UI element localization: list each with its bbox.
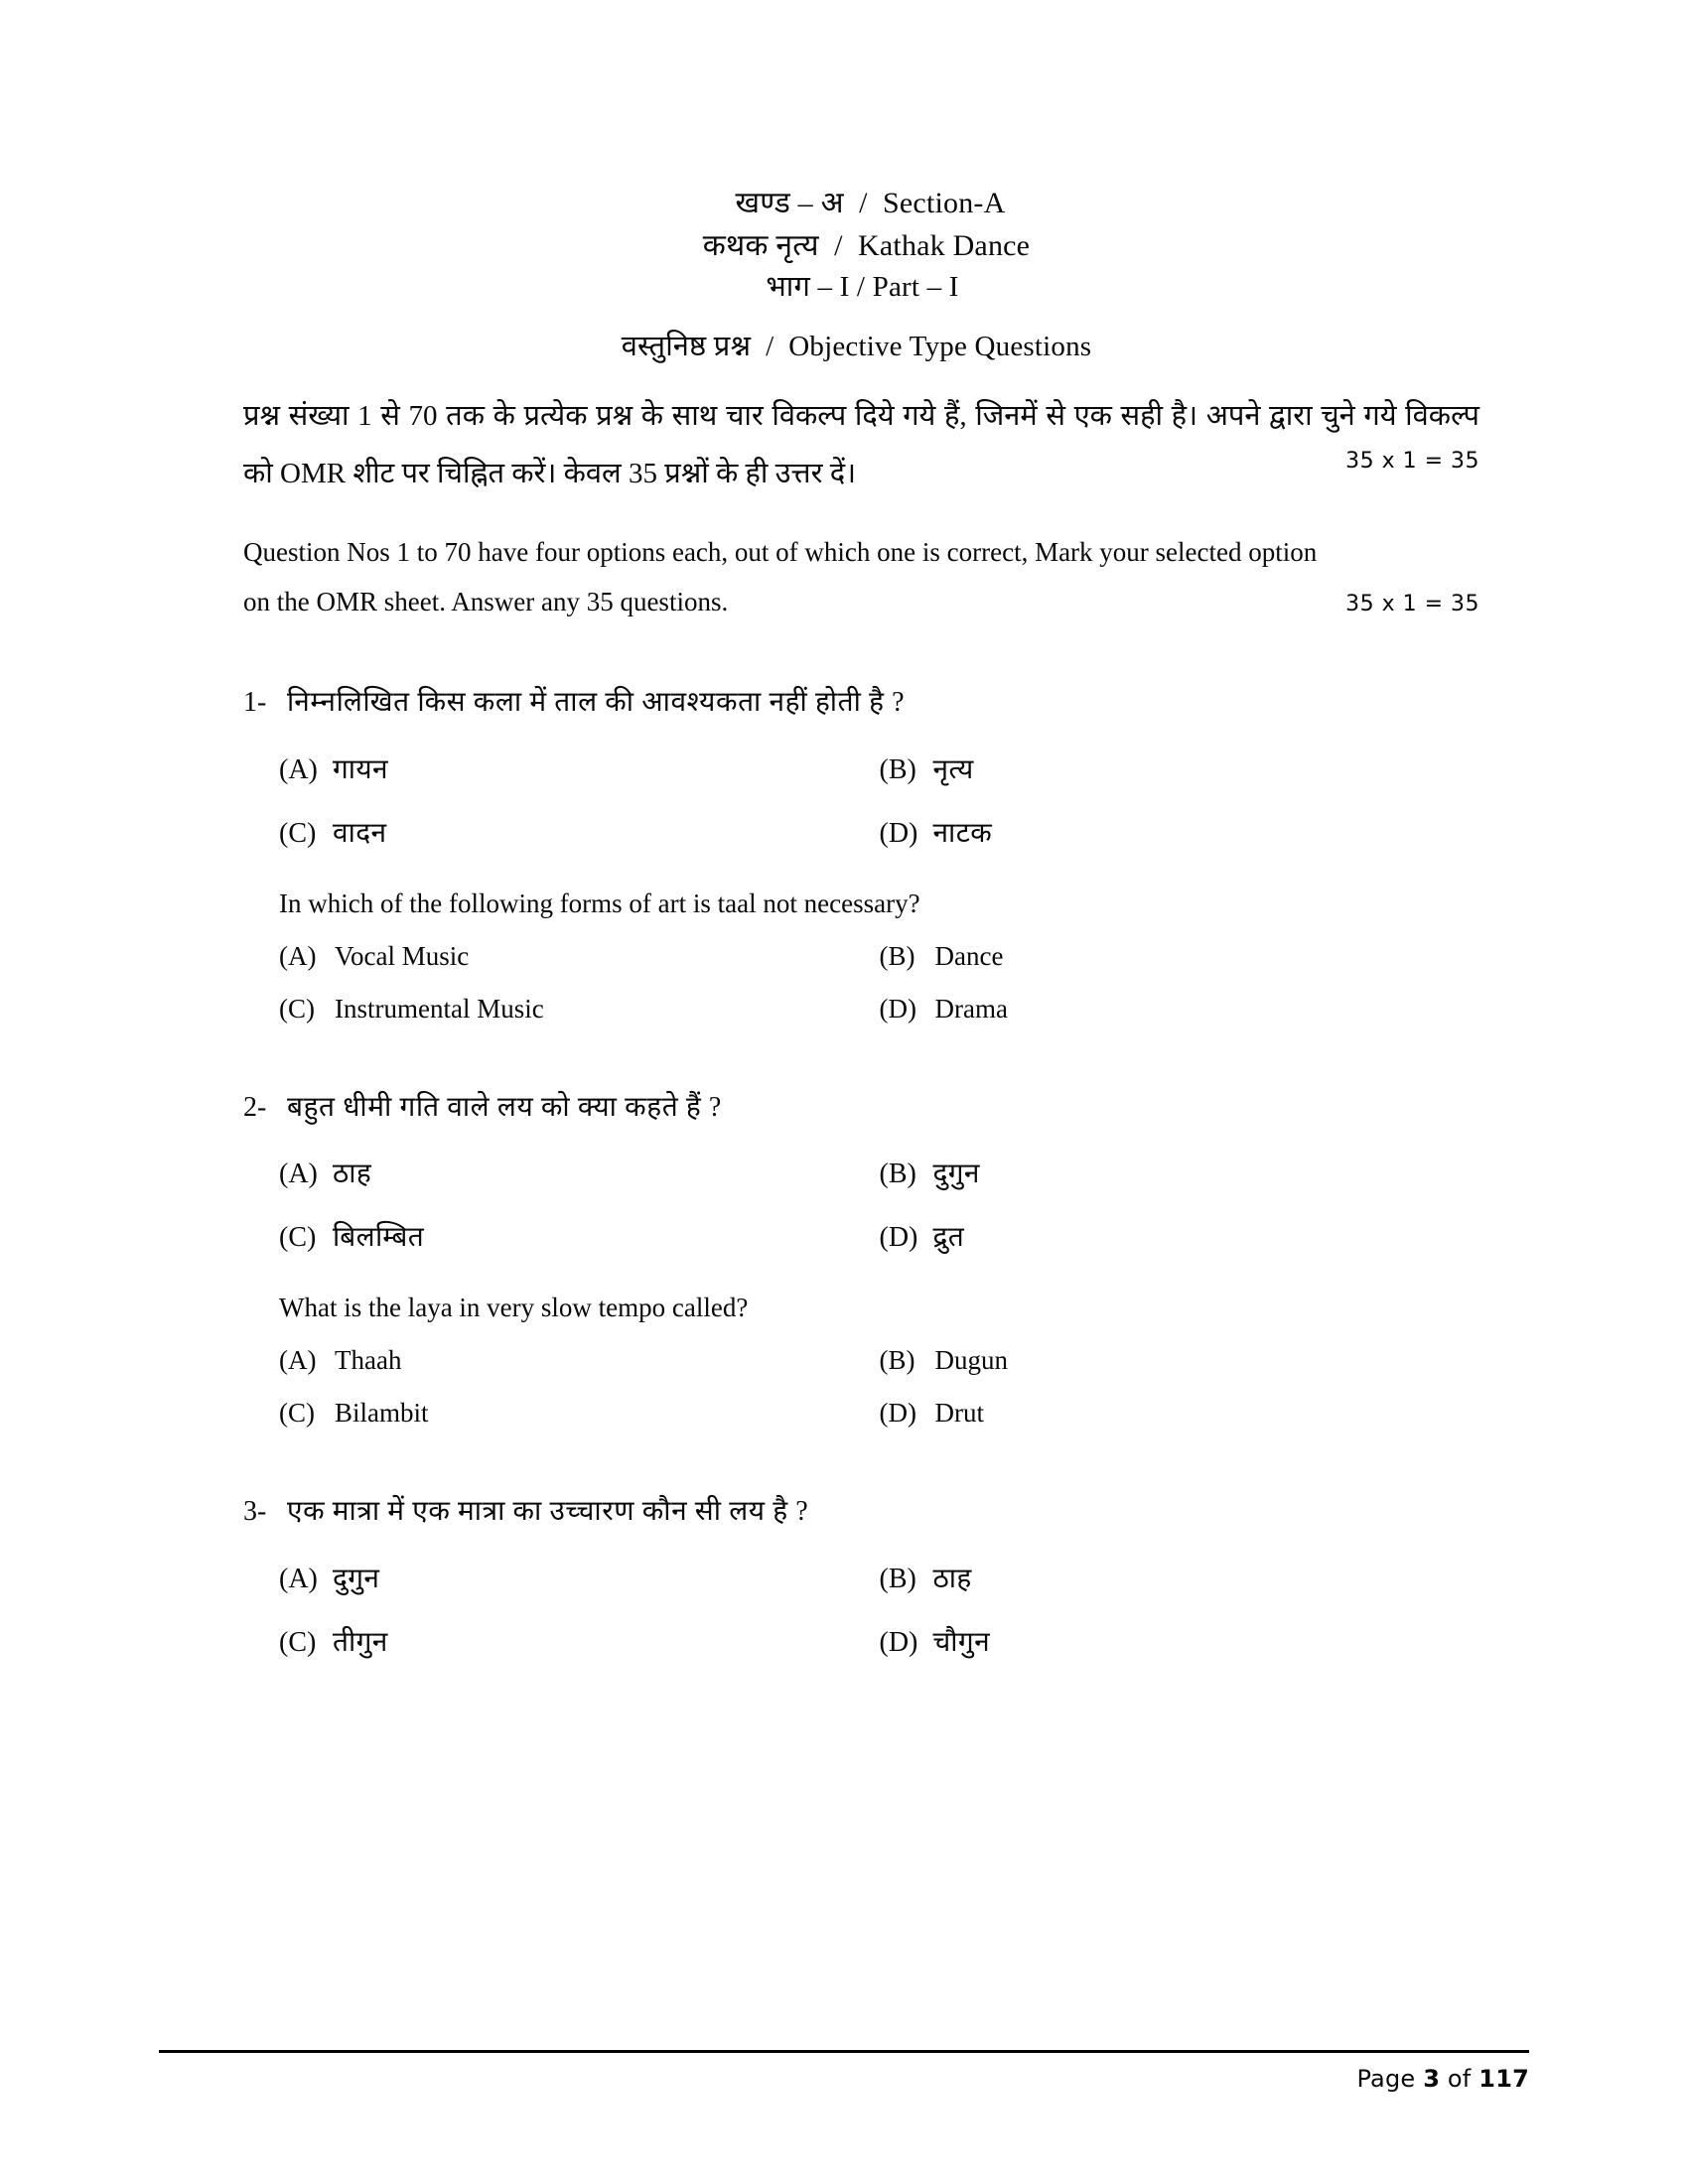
option-label: (B): [879, 940, 915, 971]
question-2: [243, 1088, 1479, 1430]
instructions-english: [243, 528, 1479, 627]
question-2-stem-english: What is the laya in very slow tempo called?: [279, 1293, 749, 1323]
question-2-option-d-hindi[interactable]: [880, 1217, 1480, 1255]
question-2-option-a-english[interactable]: [279, 1345, 880, 1376]
question-2-hindi-options-row-2: [243, 1217, 1479, 1255]
question-2-hindi-options-row-1: [243, 1154, 1479, 1191]
section-heading: खण्ड – अ / Section-A: [735, 187, 1006, 219]
option-label: (C): [279, 993, 315, 1024]
option-text: बिलम्बित: [333, 1222, 425, 1254]
option-text: Vocal Music: [335, 940, 470, 971]
question-3-option-c-hindi[interactable]: [279, 1622, 880, 1660]
instructions-english-line2-row: [243, 578, 1479, 627]
question-2-option-c-hindi[interactable]: [279, 1217, 880, 1255]
option-text: Bilambit: [335, 1398, 429, 1429]
instructions-hindi-text: प्रश्न संख्या 1 से 70 तक के प्रत्येक प्रश्न के साथ चार विकल्प दिये गये हैं, जिनमें से एक सही है। अपने द्वारा चुने गये विकल्प को OMR शीट पर चिह्नित करें। केवल 35 प्रश्नों के ही उत्तर दें।: [243, 400, 1479, 490]
option-text: Instrumental Music: [335, 993, 544, 1024]
option-text: चौगुन: [932, 1627, 991, 1659]
option-label: (C): [279, 1627, 317, 1659]
option-text: वादन: [333, 817, 387, 849]
question-1-english-options-row-2: [243, 994, 1479, 1024]
question-3-stem-hindi-text: एक मात्रा में एक मात्रा का उच्चारण कौन सी लय है ?: [287, 1496, 809, 1528]
question-3-option-a-hindi[interactable]: [279, 1559, 880, 1596]
question-2-option-b-english[interactable]: [880, 1345, 1480, 1376]
question-1-hindi-options-row-2: [243, 813, 1479, 851]
footer-divider: [159, 2050, 1529, 2053]
question-1-option-c-hindi[interactable]: [279, 813, 880, 851]
option-text: द्रुत: [932, 1222, 965, 1254]
option-label: (D): [879, 817, 918, 849]
option-text: तीगुन: [333, 1627, 388, 1659]
instructions-english-line2: on the OMR sheet. Answer any 35 questions.: [243, 587, 729, 617]
option-label: (C): [279, 1398, 315, 1429]
option-label: (A): [279, 1159, 318, 1190]
page-content: [243, 184, 1479, 1660]
question-3-number: 3-: [243, 1496, 267, 1528]
question-1-option-a-english[interactable]: [279, 941, 880, 972]
option-label: (C): [279, 817, 317, 849]
hindi-marks: 35 x 1 = 35: [1345, 449, 1479, 475]
question-3-stem-hindi: [243, 1492, 1479, 1533]
question-1-option-c-english[interactable]: [279, 994, 880, 1024]
question-2-option-a-hindi[interactable]: [279, 1154, 880, 1191]
option-label: (B): [879, 1345, 915, 1376]
page-current: 3: [1423, 2065, 1441, 2093]
question-1-stem-english: In which of the following forms of art is taal not necessary?: [279, 887, 920, 918]
question-3-hindi-options-row-1: [243, 1559, 1479, 1596]
option-text: Dugun: [934, 1345, 1008, 1376]
question-2-english-options-row-2: [243, 1398, 1479, 1429]
question-3-option-d-hindi[interactable]: [880, 1622, 1480, 1660]
option-label: (A): [279, 1564, 318, 1595]
question-1-option-b-english[interactable]: [880, 941, 1480, 972]
option-label: (D): [879, 1222, 918, 1254]
page-footer: [159, 2050, 1529, 2093]
page-prefix: Page: [1356, 2065, 1424, 2093]
english-marks: 35 x 1 = 35: [1345, 592, 1479, 617]
instructions-english-line1: Question Nos 1 to 70 have four options each, out of which one is correct, Mark your selected option: [243, 537, 1318, 568]
question-2-stem-hindi-text: बहुत धीमी गति वाले लय को क्या कहते हैं ?: [287, 1091, 722, 1123]
option-label: (A): [279, 1345, 317, 1376]
question-1-stem-hindi: [243, 683, 1479, 724]
option-label: (A): [279, 753, 318, 785]
question-1-option-b-hindi[interactable]: [880, 750, 1480, 787]
option-text: गायन: [333, 753, 388, 785]
question-1-option-d-english[interactable]: [880, 994, 1480, 1024]
option-text: Drut: [934, 1398, 984, 1429]
question-2-number: 2-: [243, 1091, 267, 1123]
option-label: (D): [879, 993, 916, 1024]
option-text: ठाह: [932, 1564, 972, 1595]
option-text: Dance: [934, 940, 1004, 971]
option-label: (A): [279, 940, 317, 971]
option-label: (D): [879, 1398, 916, 1429]
question-1-number: 1-: [243, 687, 267, 719]
option-text: Drama: [934, 993, 1008, 1024]
question-1-english-options-row-1: [243, 941, 1479, 972]
option-text: नृत्य: [932, 753, 974, 785]
question-2-option-d-english[interactable]: [880, 1398, 1480, 1429]
question-1: [243, 683, 1479, 1024]
question-2-english-options-row-1: [243, 1345, 1479, 1376]
instructions-hindi: [243, 387, 1479, 502]
option-text: ठाह: [333, 1159, 372, 1190]
question-1-option-d-hindi[interactable]: [880, 813, 1480, 851]
option-label: (B): [879, 753, 916, 785]
question-2-stem-hindi: [243, 1088, 1479, 1129]
question-3: [243, 1492, 1479, 1660]
option-label: (B): [879, 1564, 916, 1595]
option-text: दुगुन: [932, 1159, 980, 1190]
question-3-hindi-options-row-2: [243, 1622, 1479, 1660]
option-text: दुगुन: [333, 1564, 380, 1595]
question-type-heading: वस्तुनिष्ठ प्रश्न / Objective Type Questions: [621, 330, 1092, 362]
part-heading: भाग – I / Part – I: [766, 271, 959, 303]
question-3-option-b-hindi[interactable]: [880, 1559, 1480, 1596]
page-total: 117: [1478, 2065, 1529, 2093]
subject-heading: कथक नृत्य / Kathak Dance: [702, 229, 1031, 262]
question-1-hindi-options-row-1: [243, 750, 1479, 787]
option-label: (C): [279, 1222, 317, 1254]
page-number-label: [159, 2065, 1529, 2093]
question-1-option-a-hindi[interactable]: [279, 750, 880, 787]
question-2-option-c-english[interactable]: [279, 1398, 880, 1429]
question-2-option-b-hindi[interactable]: [880, 1154, 1480, 1191]
question-1-stem-hindi-text: निम्नलिखित किस कला में ताल की आवश्यकता नहीं होती है ?: [287, 687, 906, 719]
page-of: of: [1440, 2065, 1479, 2093]
option-label: (D): [879, 1627, 918, 1659]
option-text: Thaah: [335, 1345, 402, 1376]
option-label: (B): [879, 1159, 916, 1190]
option-text: नाटक: [932, 817, 993, 849]
